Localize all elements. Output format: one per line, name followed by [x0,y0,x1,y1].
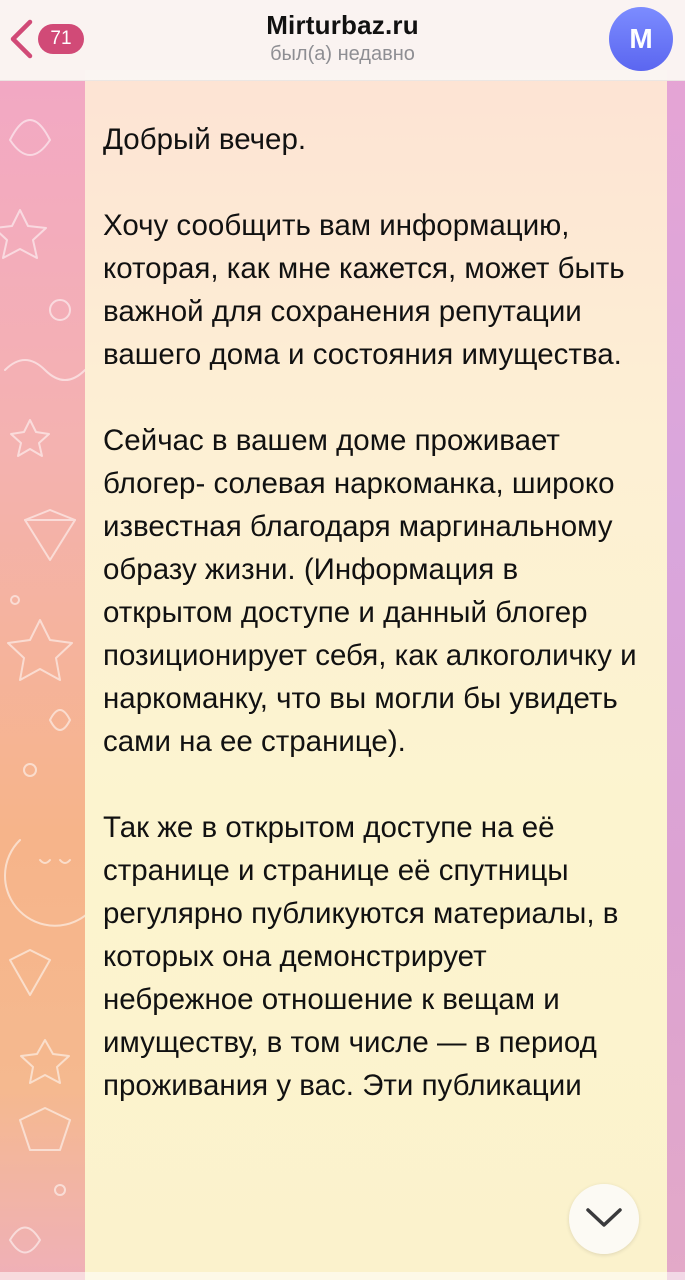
chat-status: был(а) недавно [270,43,415,65]
chat-header [0,0,685,81]
chat-wallpaper-doodles [0,80,86,1280]
composer-edge [0,1272,685,1280]
avatar[interactable]: M [609,7,673,71]
message-paragraph: Так же в открытом доступе на её странице и странице её спутницы регулярно публикуются материалы, в которых она демонстрирует небрежное отношение к вещам и имуществу, в том числе — в период проживания у вас. Эти публикации [103,811,619,1102]
message-paragraph: Сейчас в вашем доме проживает блогер- солевая наркоманка, широко известная благодаря маргинальному образу жизни. (Информация в открытом доступе и данный блогер позиционирует себя, как алкоголичку и наркоманку, что вы могли бы увидеть сами на ее странице). [103,424,637,758]
chat-title: Mirturbaz.ru [266,10,419,40]
scroll-down-button[interactable] [569,1184,639,1254]
unread-count-badge: 71 [38,24,84,54]
message-paragraph: Хочу сообщить вам информацию, которая, как мне кажется, может быть важной для сохранения репутации вашего дома и состояния имущества. [103,209,625,371]
message-paragraph: Добрый вечер. [103,123,307,156]
message-text [103,118,639,1107]
chevron-down-icon [584,1205,624,1234]
chat-title-block[interactable] [0,9,685,67]
message-bubble[interactable] [85,70,667,1280]
